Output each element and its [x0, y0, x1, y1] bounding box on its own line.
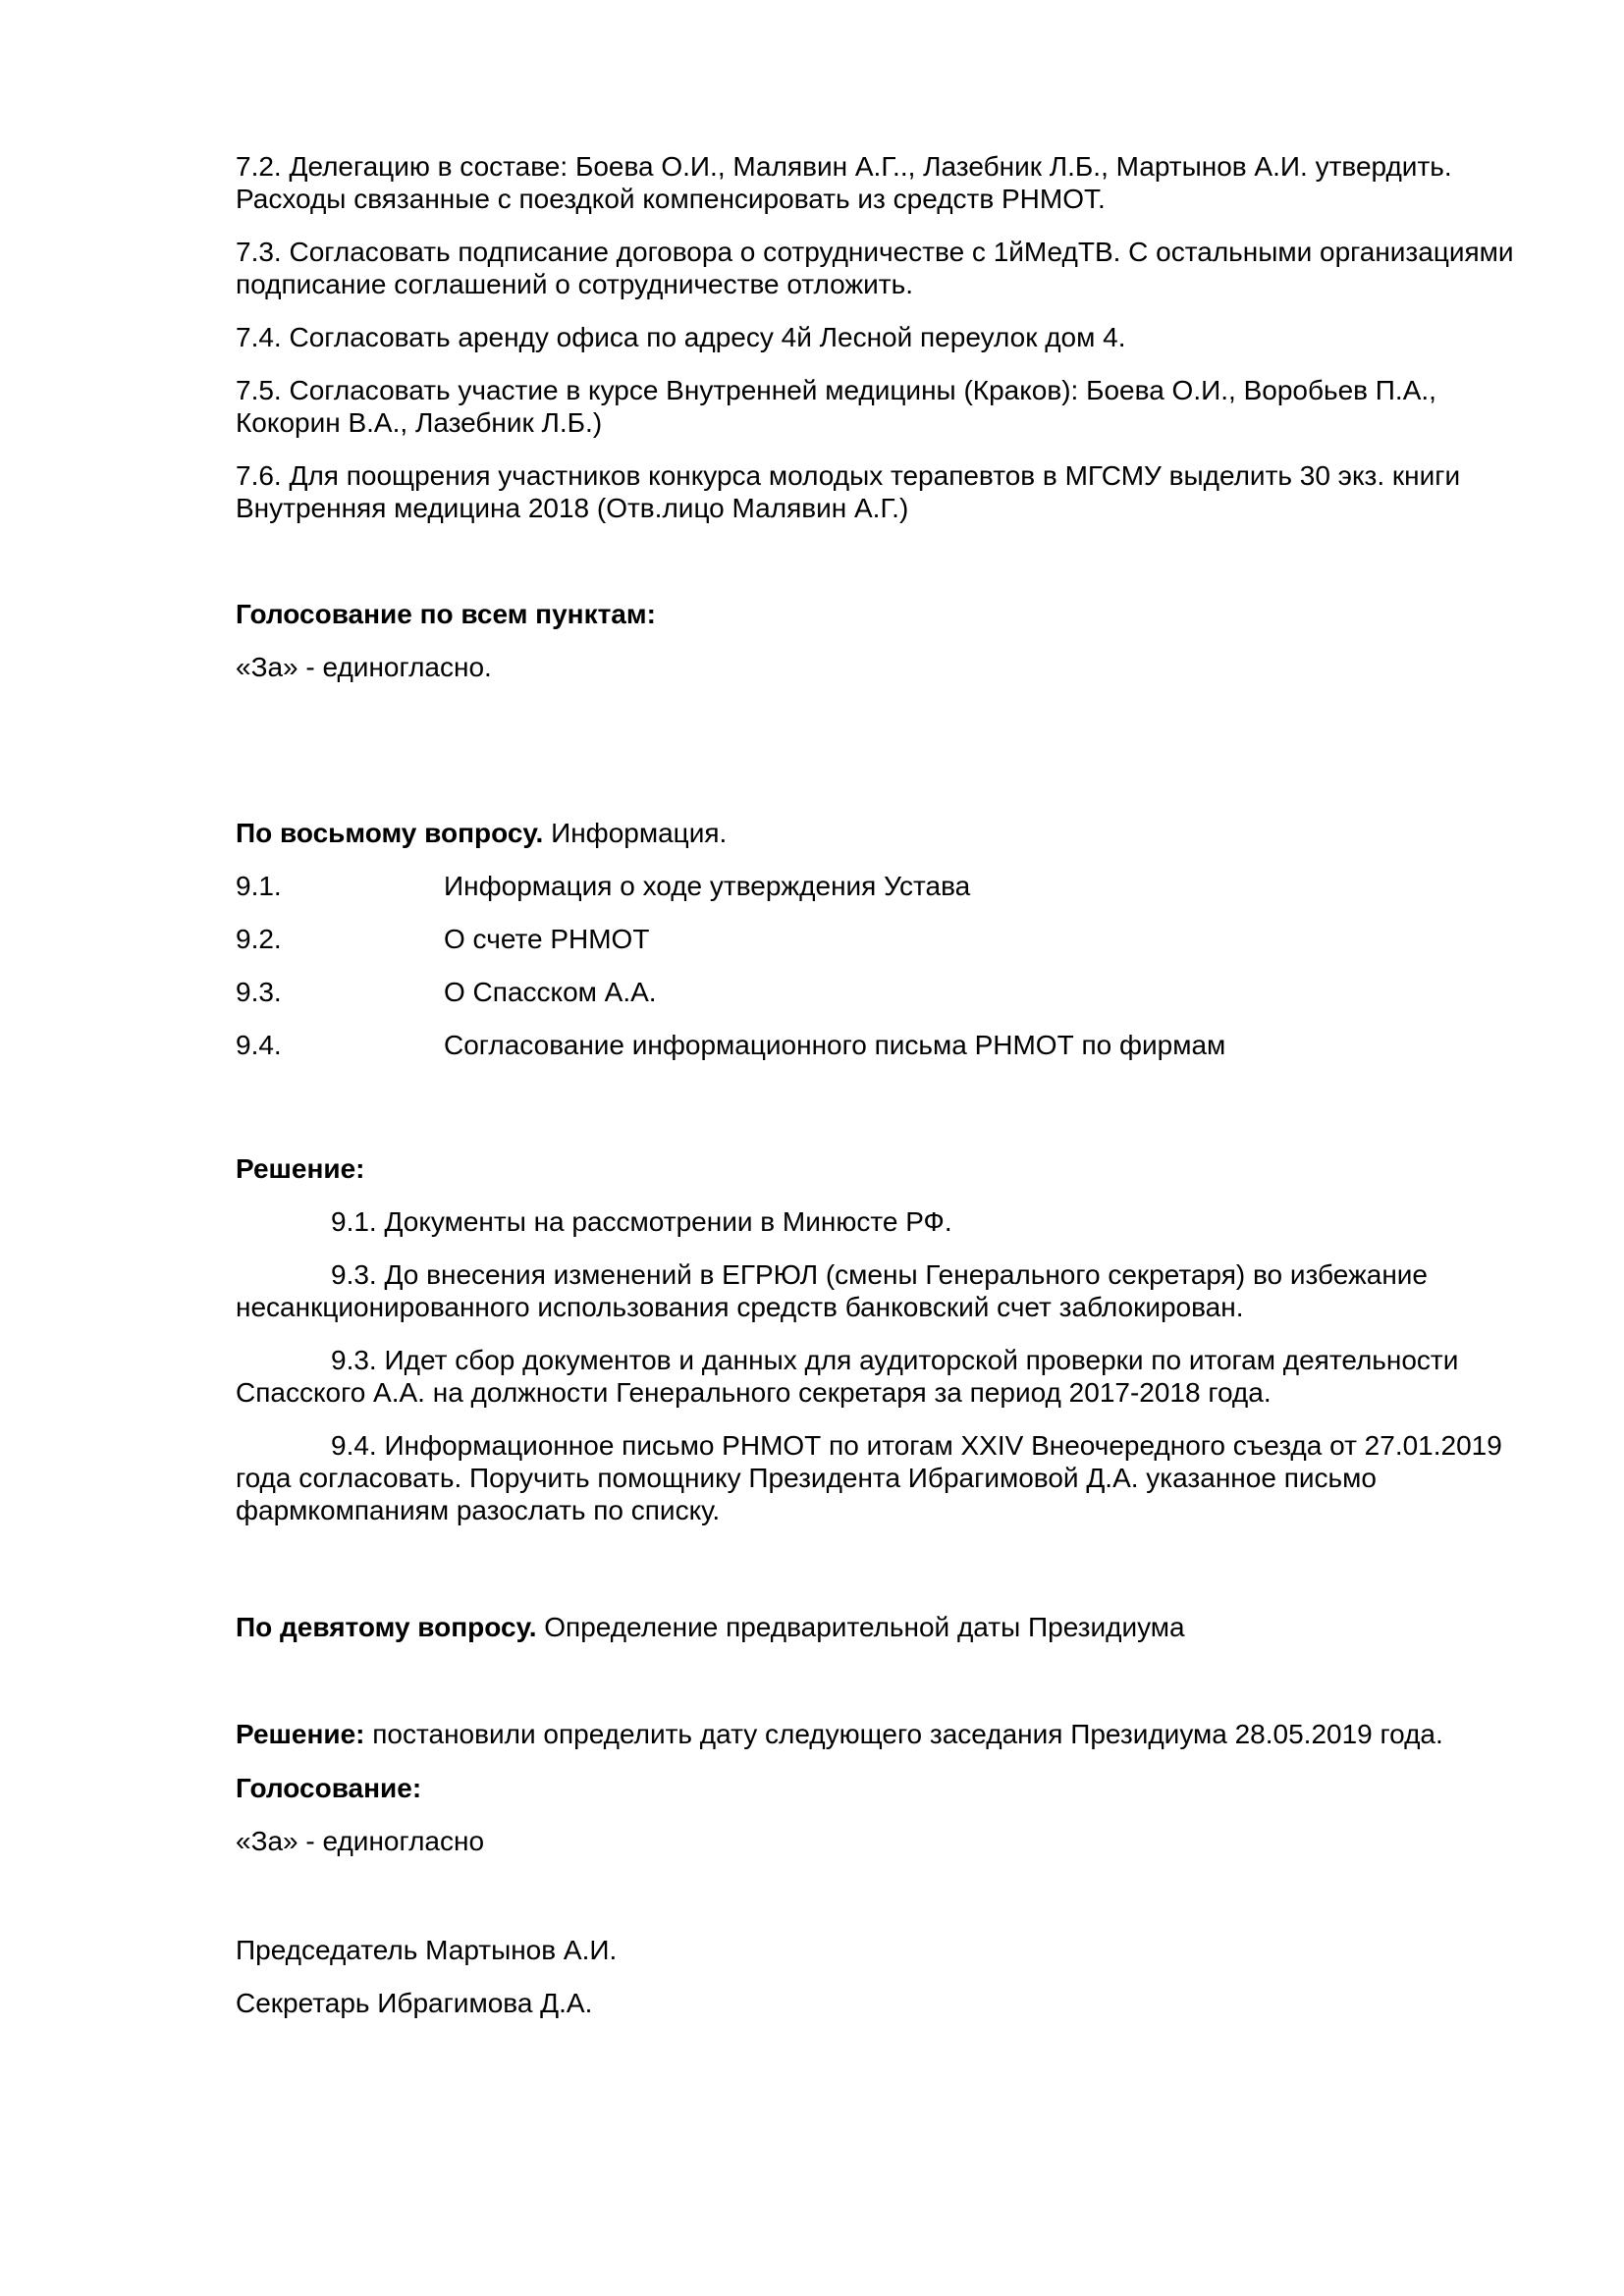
list-item — [236, 1029, 1532, 1061]
paragraph-7-2: 7.2. Делегацию в составе: Боева О.И., Малявин А.Г.., Лазебник Л.Б., Мартынов А.И. утвердить. Расходы связанные с поездкой компенсировать из средств РНМОТ. — [236, 151, 1452, 214]
decision-9-label: Решение: — [236, 1719, 365, 1749]
vote-all-result: «За» - единогласно. — [236, 652, 492, 682]
list-item — [236, 870, 1532, 902]
question-8-heading — [236, 817, 1532, 849]
list-item-text: О счете РНМОТ — [444, 924, 650, 954]
document-page — [236, 0, 1532, 2296]
question-8-topic: Информация. — [543, 818, 728, 848]
list-item-number: 9.2. — [236, 924, 282, 954]
signature-secretary: Секретарь Ибрагимова Д.А. — [236, 1988, 593, 2018]
list-item-text: Информация о ходе утверждения Устава — [444, 871, 971, 901]
list-item-number: 9.4. — [236, 1030, 282, 1060]
vote-all-heading: Голосование по всем пунктам: — [236, 599, 656, 629]
list-item-text: Согласование информационного письма РНМОТ по фирмам — [444, 1030, 1226, 1060]
list-item-number: 9.3. — [236, 977, 282, 1007]
question-9-topic: Определение предварительной даты Президиума — [536, 1612, 1185, 1642]
signature-chair: Председатель Мартынов А.И. — [236, 1935, 618, 1965]
decision-8-item-3: 9.3. Идет сбор документов и данных для аудиторской проверки по итогам деятельности Спасского А.А. на должности Генерального секретаря за период 2017-2018 года. — [236, 1345, 1459, 1408]
list-item — [236, 976, 1532, 1008]
paragraph-7-3: 7.3. Согласовать подписание договора о сотрудничестве с 1йМедТВ. С остальными организациями подписание соглашений о сотрудничестве отложить. — [236, 237, 1514, 299]
paragraph-7-5: 7.5. Согласовать участие в курсе Внутренней медицины (Краков): Боева О.И., Воробьев П.А., Кокорин В.А., Лазебник Л.Б.) — [236, 375, 1436, 438]
list-item-number: 9.1. — [236, 871, 282, 901]
list-item — [236, 923, 1532, 955]
vote-final-heading: Голосование: — [236, 1773, 422, 1803]
question-9-heading — [236, 1611, 1532, 1643]
vote-final-result: «За» - единогласно — [236, 1826, 485, 1856]
decision-8-item-4: 9.4. Информационное письмо РНМОТ по итогам XXIV Внеочередного съезда от 27.01.2019 года согласовать. Поручить помощнику Президента Ибрагимовой Д.А. указанное письмо фармкомпаниям разослать по списку. — [236, 1430, 1502, 1525]
paragraph-7-6: 7.6. Для поощрения участников конкурса молодых терапевтов в МГСМУ выделить 30 экз. книги Внутренняя медицина 2018 (Отв.лицо Малявин А.Г.) — [236, 460, 1461, 523]
decision-8-item-1: 9.1. Документы на рассмотрении в Минюсте РФ. — [331, 1206, 952, 1237]
decision-8-heading: Решение: — [236, 1153, 365, 1184]
list-item-text: О Спасском А.А. — [444, 977, 657, 1007]
decision-9-text: постановили определить дату следующего заседания Президиума 28.05.2019 года. — [364, 1719, 1443, 1749]
question-8-label: По восьмому вопросу. — [236, 818, 544, 848]
decision-9 — [236, 1718, 1532, 1750]
paragraph-7-4: 7.4. Согласовать аренду офиса по адресу 4й Лесной переулок дом 4. — [236, 322, 1126, 352]
question-9-label: По девятому вопросу. — [236, 1612, 537, 1642]
decision-8-item-2: 9.3. До внесения изменений в ЕГРЮЛ (смены Генерального секретаря) во избежание несанкционированного использования средств банковский счет заблокирован. — [236, 1259, 1428, 1322]
